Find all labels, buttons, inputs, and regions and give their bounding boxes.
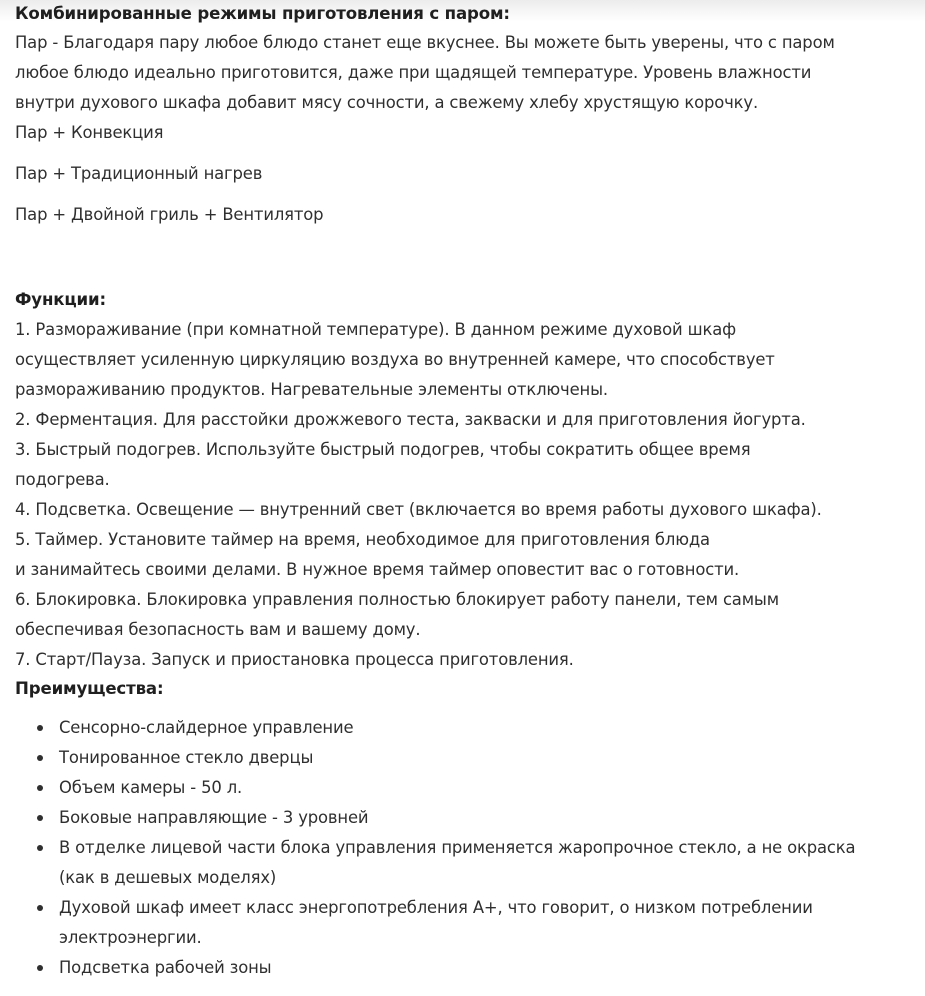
advantage-text-continued: электроэнергии. <box>59 928 202 947</box>
advantage-item <box>59 893 925 953</box>
advantage-item <box>59 833 925 893</box>
steam-intro-line: Пар - Благодаря пару любое блюдо станет еще вкуснее. Вы можете быть уверены, что с паром <box>15 33 835 52</box>
steam-mode-item: Пар + Традиционный нагрев <box>15 164 263 183</box>
bullet-icon <box>37 965 43 971</box>
function-line: 6. Блокировка. Блокировка управления полностью блокирует работу панели, тем самым <box>15 590 779 609</box>
bullet-icon <box>37 725 43 731</box>
advantage-item <box>59 713 925 743</box>
function-line: 2. Ферментация. Для расстойки дрожжевого теста, закваски и для приготовления йогурта. <box>15 410 806 429</box>
function-line: 4. Подсветка. Освещение — внутренний свет (включается во время работы духового шкафа). <box>15 500 822 519</box>
function-line: подогрева. <box>15 470 110 489</box>
steam-modes-heading: Комбинированные режимы приготовления с паром: <box>15 4 510 23</box>
bullet-icon <box>37 845 43 851</box>
bullet-icon <box>37 815 43 821</box>
steam-modes-list <box>15 118 925 230</box>
function-line: осуществляет усиленную циркуляцию воздуха во внутренней камере, что способствует <box>15 350 775 369</box>
advantage-item <box>59 953 925 983</box>
function-line: 7. Старт/Пауза. Запуск и приостановка процесса приготовления. <box>15 650 574 669</box>
function-line: 1. Размораживание (при комнатной температуре). В данном режиме духовой шкаф <box>15 320 736 339</box>
advantage-text: В отделке лицевой части блока управления применяется жаропрочное стекло, а не окраска <box>59 838 856 857</box>
advantage-item <box>59 773 925 803</box>
advantage-text: Объем камеры - 50 л. <box>59 778 243 797</box>
advantage-item <box>59 803 925 833</box>
function-line: обеспечивая безопасность вам и вашему дому. <box>15 620 421 639</box>
bullet-icon <box>37 755 43 761</box>
bullet-icon <box>37 785 43 791</box>
advantage-text: Тонированное стекло дверцы <box>59 748 314 767</box>
advantages-heading: Преимущества: <box>15 679 164 698</box>
advantage-text: Боковые направляющие - 3 уровней <box>59 808 369 827</box>
steam-mode-item: Пар + Конвекция <box>15 123 164 142</box>
spacer <box>15 241 925 285</box>
advantage-text: Сенсорно-слайдерное управление <box>59 718 354 737</box>
steam-intro-line: любое блюдо идеально приготовится, даже при щадящей температуре. Уровень влажности <box>15 63 812 82</box>
function-line: и занимайтесь своими делами. В нужное время таймер оповестит вас о готовности. <box>15 560 740 579</box>
steam-intro <box>15 28 925 118</box>
steam-intro-line: внутри духового шкафа добавит мясу сочности, а свежему хлебу хрустящую корочку. <box>15 93 759 112</box>
function-line: 3. Быстрый подогрев. Используйте быстрый подогрев, чтобы сократить общее время <box>15 440 751 459</box>
functions-heading: Функции: <box>15 290 106 309</box>
advantage-text: Подсветка рабочей зоны <box>59 958 272 977</box>
advantage-item <box>59 743 925 773</box>
advantages-list <box>15 713 925 983</box>
bullet-icon <box>37 905 43 911</box>
function-line: размораживанию продуктов. Нагревательные элементы отключены. <box>15 380 608 399</box>
steam-mode-item: Пар + Двойной гриль + Вентилятор <box>15 205 324 224</box>
functions-list <box>15 315 925 675</box>
advantage-text: Духовой шкаф имеет класс энергопотребления А+, что говорит, о низком потреблении <box>59 898 813 917</box>
advantage-text-continued: (как в дешевых моделях) <box>59 868 277 887</box>
function-line: 5. Таймер. Установите таймер на время, необходимое для приготовления блюда <box>15 530 710 549</box>
